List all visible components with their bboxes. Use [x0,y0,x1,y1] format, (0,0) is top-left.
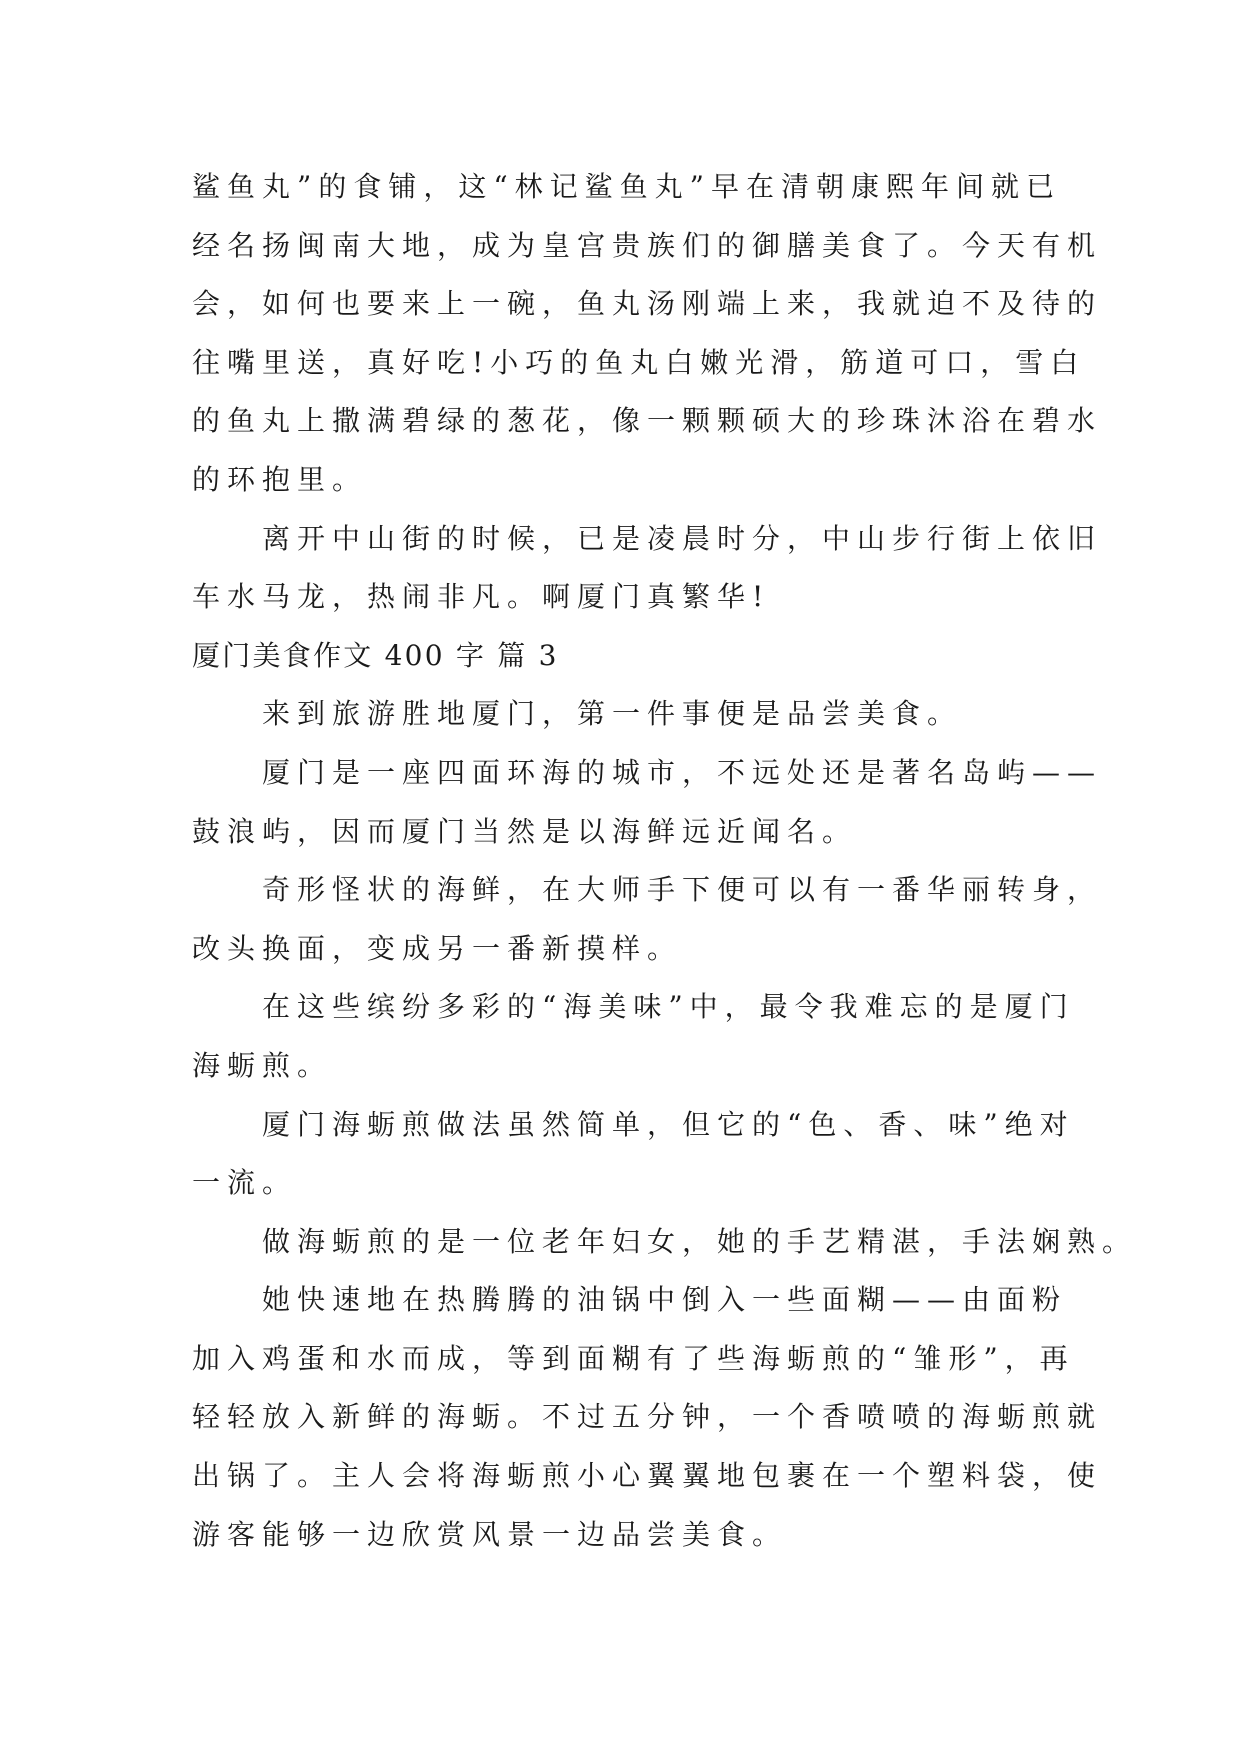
text-line: 改头换面，变成另一番新摸样。 [192,931,683,965]
text-line: 在这些缤纷多彩的“海美味”中，最令我难忘的是厦门 [262,990,1075,1024]
text-line: 离开中山街的时候，已是凌晨时分，中山步行街上依旧 [262,521,1103,555]
text-line: 游客能够一边欣赏风景一边品尝美食。 [192,1517,788,1551]
text-line: 奇形怪状的海鲜，在大师手下便可以有一番华丽转身， [262,873,1103,907]
essay-text [192,158,1138,1564]
section-heading: 厦门美食作文 400 字 篇 3 [192,638,559,672]
text-line: 轻轻放入新鲜的海蛎。不过五分钟，一个香喷喷的海蛎煎就 [192,1400,1103,1434]
text-line: 鼓浪屿，因而厦门当然是以海鲜远近闻名。 [192,814,858,848]
text-line: 的鱼丸上撒满碧绿的葱花，像一颗颗硕大的珍珠沐浴在碧水 [192,404,1103,438]
text-line: 她快速地在热腾腾的油锅中倒入一些面糊——由面粉 [262,1283,1068,1317]
text-line: 车水马龙，热闹非凡。啊厦门真繁华! [192,580,771,614]
text-line: 做海蛎煎的是一位老年妇女，她的手艺精湛，手法娴熟。 [262,1224,1138,1258]
text-line: 的环抱里。 [192,462,368,496]
text-line: 厦门是一座四面环海的城市，不远处还是著名岛屿—— [262,755,1103,789]
text-line: 加入鸡蛋和水而成，等到面糊有了些海蛎煎的“雏形”，再 [192,1341,1075,1375]
text-line: 鲨鱼丸”的食铺，这“林记鲨鱼丸”早在清朝康熙年间就已 [192,170,1061,203]
text-line: 来到旅游胜地厦门，第一件事便是品尝美食。 [262,697,963,731]
text-line: 海蛎煎。 [192,1048,333,1082]
text-line: 会，如何也要来上一碗，鱼丸汤刚端上来，我就迫不及待的 [192,287,1103,321]
text-line: 厦门海蛎煎做法虽然简单，但它的“色、香、味”绝对 [262,1107,1075,1141]
text-line: 经名扬闽南大地，成为皇宫贵族们的御膳美食了。今天有机 [192,228,1103,262]
text-line: 出锅了。主人会将海蛎煎小心翼翼地包裹在一个塑料袋，使 [192,1459,1103,1493]
text-line: 一流。 [192,1166,298,1200]
text-line: 往嘴里送，真好吃!小巧的鱼丸白嫩光滑，筋道可口，雪白 [192,345,1086,379]
